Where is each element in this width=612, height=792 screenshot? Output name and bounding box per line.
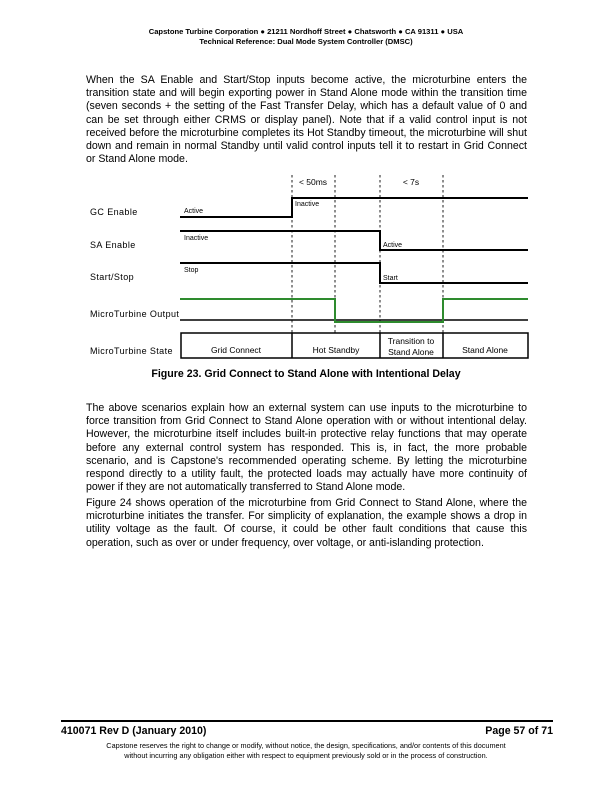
sa-enable-waveform	[180, 231, 528, 250]
start-label: Start	[383, 275, 398, 282]
start-stop-waveform	[180, 263, 528, 283]
sa-inactive-label: Inactive	[184, 235, 209, 242]
page-header	[0, 27, 612, 47]
annotation-7s: < 7s	[402, 177, 420, 187]
footer-disclaimer	[0, 741, 612, 761]
state-box-transition-line2: Stand Alone	[388, 347, 434, 357]
figure-23-timing-diagram	[70, 170, 540, 370]
header-title-line: Technical Reference: Dual Mode System Controller (DMSC)	[199, 37, 413, 46]
state-box-stand-alone: Stand Alone	[462, 345, 508, 355]
header-address-line: Capstone Turbine Corporation ● 21211 Nordhoff Street ● Chatsworth ● CA 91311 ● USA	[148, 27, 464, 36]
figure-caption: Figure 23. Grid Connect to Stand Alone with Intentional Delay	[151, 368, 461, 380]
disclaimer-line-2: without incurring any obligation either with respect to equipment previously sold or in the process of construction.	[124, 750, 488, 760]
state-box-grid-connect: Grid Connect	[210, 345, 262, 355]
row-label-sa-enable: SA Enable	[90, 240, 136, 250]
footer-row	[61, 725, 553, 737]
microturbine-output-waveform	[180, 299, 528, 322]
gc-inactive-label: Inactive	[295, 201, 320, 208]
footer-doc-revision: 410071 Rev D (January 2010)	[61, 725, 207, 737]
paragraph-transition-state: When the SA Enable and Start/Stop inputs become active, the microturbine enters the transition state and will begin exporting power in Stand Alone mode within the transition time (seven seconds + the setting of the Fast Transfer Delay, which has a default value of 0 and can be set through either CRMS or display panel). Note that if a valid control input is not received before the microturbine completes its Hot Standby timeout, the microturbine will shut down and remain in normal Standby until valid control inputs tell it to restart in Grid Connect or Stand Alone mode.	[86, 74, 527, 166]
sa-active-label: Active	[383, 242, 403, 249]
state-box-transition-line1: Transition to	[387, 336, 435, 346]
paragraph-figure-24-intro: Figure 24 shows operation of the microturbine from Grid Connect to Stand Alone, where the microturbine initiates the transfer. For simplicity of explanation, the example shows a drop in utility voltage as the fault. Of course, it could be other fault conditions that cause this operation, such as over or under frequency, over voltage, or anti-islanding protection.	[86, 497, 527, 549]
annotation-50ms: < 50ms	[298, 177, 328, 187]
disclaimer-line-1: Capstone reserves the right to change or modify, without notice, the design, specifications, and/or contents of this document	[106, 741, 506, 750]
row-label-microturbine-output: MicroTurbine Output	[90, 309, 180, 319]
footer-page-number: Page 57 of 71	[485, 725, 553, 737]
row-label-gc-enable: GC Enable	[90, 207, 138, 217]
state-box-hot-standby: Hot Standby	[312, 345, 360, 355]
gc-enable-waveform	[180, 198, 528, 217]
row-label-start-stop: Start/Stop	[90, 272, 135, 282]
gc-active-label: Active	[184, 208, 204, 215]
paragraph-scenarios: The above scenarios explain how an external system can use inputs to the microturbine to force transition from Grid Connect to Stand Alone operation with or without intentional delay. However, the microturbine itself includes built-in protective relay functions that may operate before any external control system has responded. This is, in fact, the more probable scenario, and is Capstone's recommended operating scheme. By letting the microturbine respond directly to a utility fault, the protected loads may actually have more continuity of power if they are not automatically transferred to Stand Alone mode.	[86, 402, 527, 494]
stop-label: Stop	[184, 267, 199, 274]
row-label-microturbine-state: MicroTurbine State	[90, 346, 173, 356]
footer-divider	[61, 720, 553, 722]
